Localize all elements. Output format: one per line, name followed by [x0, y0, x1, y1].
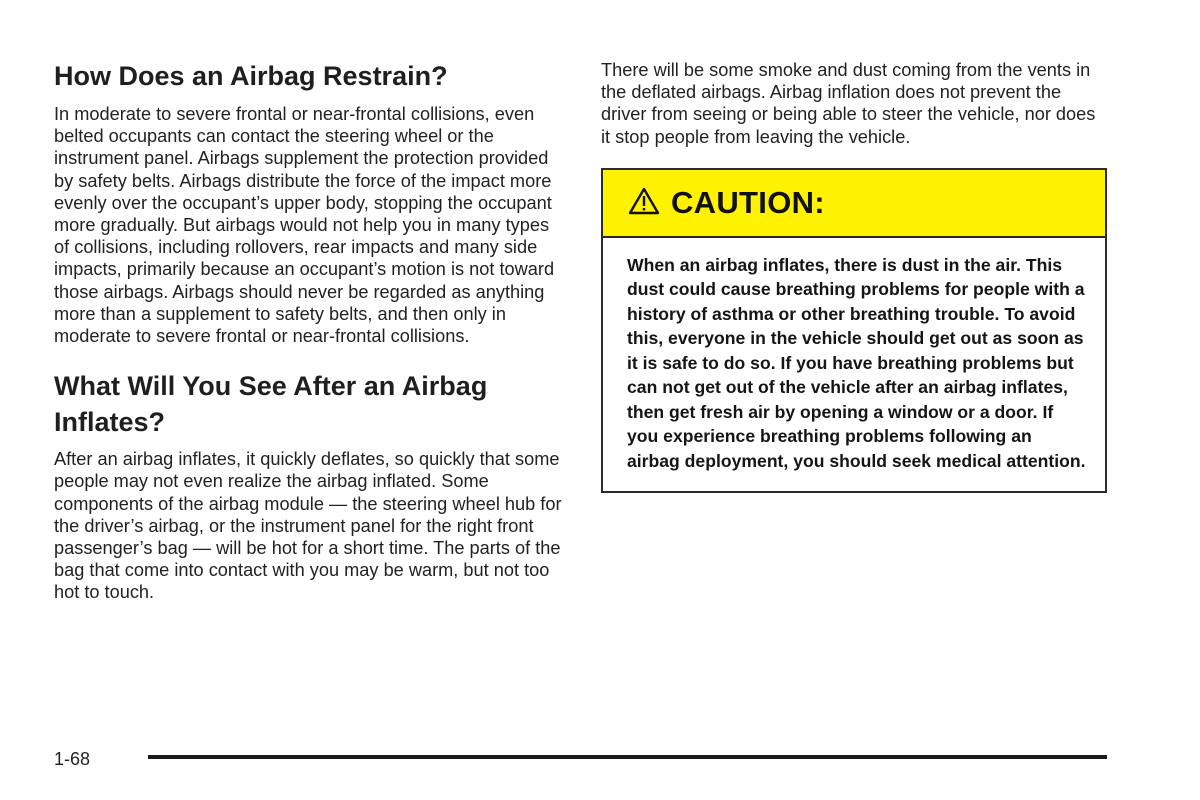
right-column	[601, 59, 1107, 493]
caution-box	[601, 168, 1107, 494]
caution-title: CAUTION:	[671, 184, 825, 220]
caution-header	[603, 170, 1105, 238]
section-body-after-inflation: After an airbag inflates, it quickly deflates, so quickly that some people may not even realize the airbag inflated. Some components of the airbag module — the steering wheel hub for the driver’s airbag, or the instrument panel for the right front passenger’s bag — will be hot for a short time. The parts of the bag that come into contact with you may be warm, but not too hot to touch.	[54, 449, 562, 603]
footer-rule	[148, 755, 1107, 759]
caution-text: When an airbag inflates, there is dust in the air. This dust could cause breathing problems for people with a history of asthma or other breathing trouble. To avoid this, everyone in the vehicle should get out as soon as it is safe to do so. If you have breathing problems but can not get out of the vehicle after an airbag inflates, then get fresh air by opening a window or a door. If you experience breathing problems following an airbag deployment, you should seek medical attention.	[627, 254, 1086, 471]
section-heading-after-inflation: What Will You See After an Airbag Inflates?	[54, 371, 488, 438]
intro-paragraph: There will be some smoke and dust coming from the vents in the deflated airbags. Airbag inflation does not prevent the driver from seeing or being able to steer the vehicle, nor does it stop people from leaving the vehicle.	[601, 60, 1096, 147]
left-column	[54, 58, 564, 604]
page-number: 1-68	[54, 749, 91, 769]
section-body-airbag-restrain: In moderate to severe frontal or near-frontal collisions, even belted occupants can contact the steering wheel or the instrument panel. Airbags supplement the protection provided by safety belts. Airbags distribute the force of the impact more evenly over the occupant’s upper body, stopping the occupant more gradually. But airbags would not help you in many types of collisions, including rollovers, rear impacts and many side impacts, primarily because an occupant’s motion is not toward those airbags. Airbags should never be regarded as anything more than a supplement to safety belts, and then only in moderate to severe frontal or near-frontal collisions.	[54, 104, 555, 347]
warning-triangle-icon	[627, 186, 661, 216]
section-heading-airbag-restrain: How Does an Airbag Restrain?	[54, 61, 448, 91]
